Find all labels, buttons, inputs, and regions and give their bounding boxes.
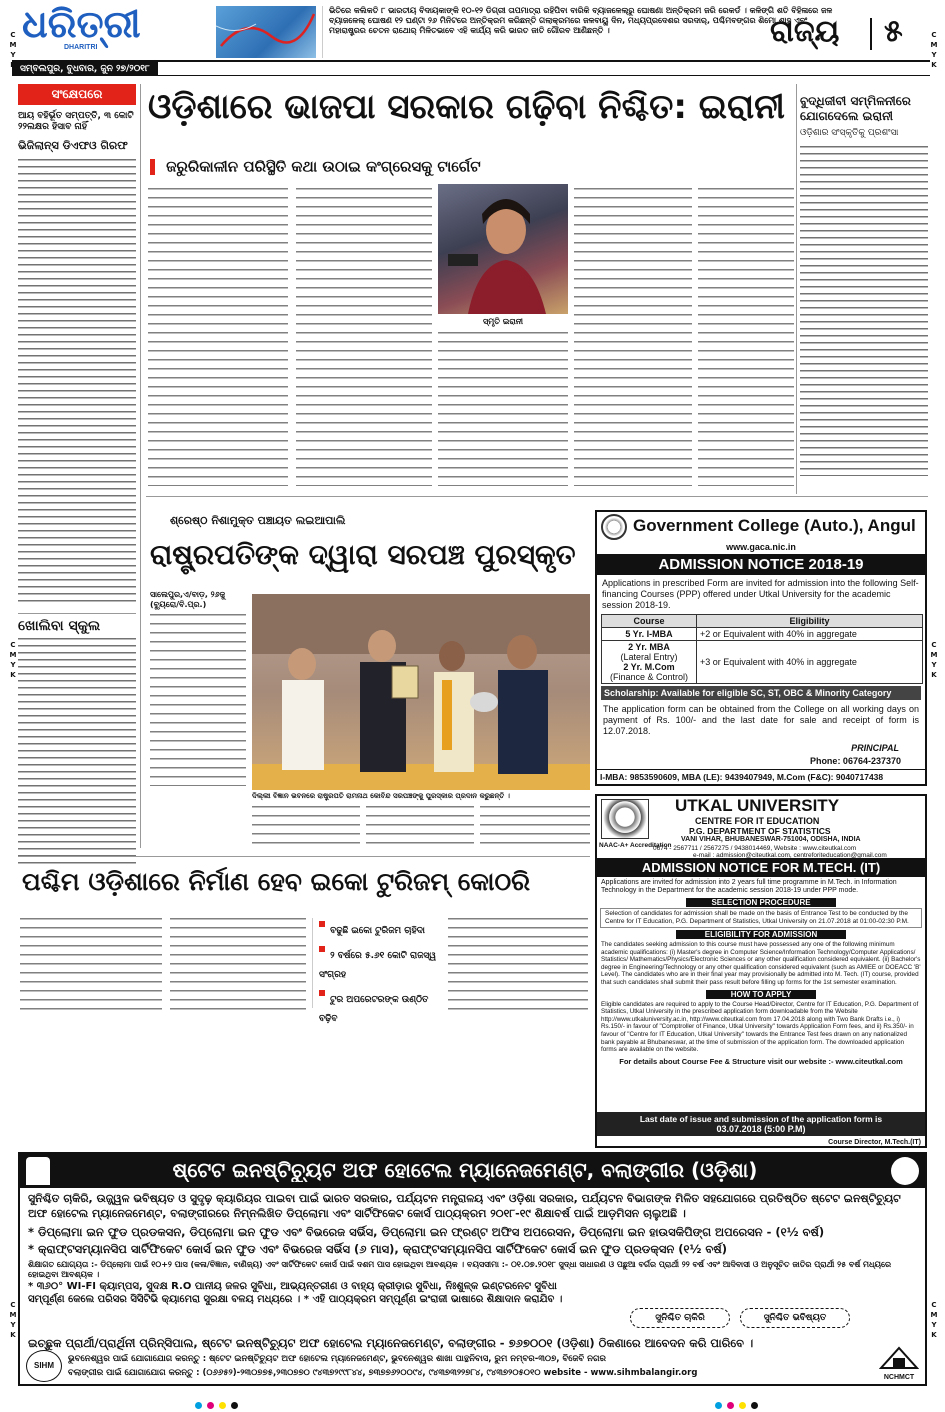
utkal-naac: NAAC-A+ Accreditation	[599, 842, 672, 849]
gca-elig-2: +3 or Equivalent with 40% in aggregate	[697, 641, 923, 684]
gca-notice: ADMISSION NOTICE 2018-19	[597, 554, 925, 575]
lead-body-col3	[438, 332, 568, 486]
nchmct-text: NCHMCT	[883, 1374, 915, 1381]
highlight-3-marker	[319, 990, 325, 996]
story3-headline: ପଶ୍ଚିମ ଓଡ଼ିଶାରେ ନିର୍ମାଣ ହେବ ଇକୋ ଟୁରିଜମ୍ କୋଠରି	[22, 867, 531, 896]
hotel-course-1: * ଡିପ୍ଲୋମା ଇନ ଫୁଡ ପ୍ରଡକସନ, ଡିପ୍ଲୋମା ଇନ ଫୁଡ ଏବଂ ବିଭରେଜ ସର୍ଭିସ, ଡିପ୍ଲୋମା ଇନ ଫ୍ରଣ୍ଟ ଅଫିସ ଅପରେସନ, ଡିପ୍ଲୋମା ଇନ ହାଉସକିପିଙ୍ଗ ଅପରେସନ - (୧½ ବର୍ଷ)	[28, 1225, 825, 1239]
story2-photo	[252, 594, 590, 790]
utkal-sign: Course Director, M.Tech.(IT)	[828, 1139, 921, 1146]
logo-sub: DHARITRI	[64, 44, 98, 51]
map-graphic	[216, 6, 316, 58]
divider-h2	[18, 856, 590, 857]
gca-course-table	[601, 614, 923, 684]
lead-subhead	[150, 156, 610, 178]
subhead-marker	[150, 159, 155, 175]
award-photo-graphic	[252, 594, 590, 790]
gca-sign: PRINCIPAL	[851, 743, 899, 753]
brief-label: ସଂକ୍ଷେପରେ	[18, 84, 136, 105]
hotel-contact-1: ଇଚ୍ଛୁକ ପ୍ରାର୍ଥୀ/ପ୍ରାର୍ଥିନୀ ପ୍ରିନ୍ସିପାଲ, ଷ୍ଟେଟ ଇନଷ୍ଟିଚ୍ୟୁଟ ଅଫ ହୋଟେଲ ମ୍ୟାନେଜମେଣ୍ଟ, ବଲାଙ୍ଗୀର - ୭୬୭୦୦୧ (ଓଡ଼ିଶା) ଠିକଣାରେ ଆବେଦନ କରି ପାରିବେ ।	[28, 1336, 754, 1350]
highlight-3	[319, 987, 438, 1025]
registration-mark-right-bot: C M Y K	[930, 1301, 938, 1339]
hotel-title: ଷ୍ଟେଟ ଇନଷ୍ଟିଚ୍ୟୁଟ ଅଫ ହୋଟେଲ ମ୍ୟାନେଜମେଣ୍ଟ, ବଲାଙ୍ଗୀର (ଓଡ଼ିଶା)	[172, 1158, 758, 1182]
utkal-sel-body: Selection of candidates for admission shall be made on the basis of Entrance Test to be conducted by the Centre for IT Education, P.G. Department of Statistics, Utkal University on 21.07.2018 at 01:00-02:30 P.M.	[600, 908, 922, 928]
utkal-elig-head: ELIGIBILITY FOR ADMISSION	[676, 930, 846, 939]
gca-table-header	[602, 615, 923, 628]
lead-body-col5	[698, 188, 794, 486]
registration-mark-left-bot: C M Y K	[9, 1301, 17, 1339]
utkal-email: e-mail : admission@citeutkal.com, centreforiteducation@gmail.com	[693, 852, 887, 859]
dateline-bar	[12, 60, 930, 76]
brief-item2-body	[18, 638, 136, 864]
ad-gca	[595, 510, 927, 786]
hotel-badge-2: ସୁନିଶ୍ଚିତ ଭବିଷ୍ୟତ	[740, 1308, 850, 1328]
gca-intro: Applications in prescribed Form are invited for admission into the following Self-financing Courses (PPP) offered under Utkal University for the academic session 2018-19.	[602, 578, 919, 610]
utkal-name: UTKAL UNIVERSITY	[675, 796, 840, 815]
hotel-course-2: * କ୍ରାଫ୍ଟସମ୍ୟାନସିପ ସାର୍ଟିଫିକେଟ କୋର୍ସ ଇନ ଫୁଡ ଏବଂ ବିଭରେଜ ସର୍ଭିସ (୬ ମାସ), କ୍ରାଫ୍ଟସମ୍ୟାନସିପ ସାର୍ଟିଫିକେଟ କୋର୍ସ ଇନ ଫୁଡ ପ୍ରଡକ୍ସନ (୧½ ବର୍ଷ)	[28, 1242, 727, 1256]
story3-body-col2	[170, 918, 306, 1010]
hotel-eligibility: ଶିକ୍ଷାଗତ ଯୋଗ୍ୟତା :- ଡିପ୍ଲୋମା ପାଇଁ ୧୦+୨ ପାସ (କଳା/ବିଜ୍ଞାନ, ବାଣିଜ୍ୟ) ଏବଂ ସାର୍ଟିଫିକେଟ କୋର୍ସ ପାଇଁ ଦଶମ ପାସ ହୋଇଥିବା ଆବଶ୍ୟକ । ବୟସସୀମା :- ୦୧.୦୭.୨୦୧୮ ସୁଦ୍ଧା ସାଧାରଣ ଓ ପଛୁଆ ବର୍ଗର ପ୍ରାର୍ଥୀ ୨୨ ବର୍ଷ ଏବଂ ଆଦିବାସୀ ଓ ଅନୁସୂଚିତ ଜାତିର ପ୍ରାର୍ଥୀ ୨୫ ବର୍ଷ ମଧ୍ୟରେ ହୋଇଥିବା ଆବଶ୍ୟକ ।	[28, 1260, 892, 1279]
story2-body-col3	[366, 806, 474, 848]
gca-th-course: Course	[602, 615, 697, 628]
section-divider	[870, 18, 872, 50]
utkal-centre: CENTRE FOR IT EDUCATION	[695, 816, 820, 826]
hotel-contact-2: ଭୁବନେଶ୍ୱର ପାଇଁ ଯୋଗାଯୋଗ କରନ୍ତୁ : ଷ୍ଟେଟ ଇନଷ୍ଟିଚ୍ୟୁଟ ଅଫ ହୋଟେଲ ମ୍ୟାନେଜମେଣ୍ଟ, ଭୁବନେଶ୍ୱର ଶାଖା ପାନ୍ଥନିବାସ, ରୁମ ନମ୍ବର-୩୦୭, ବିଜେବି ନଗର	[68, 1354, 606, 1364]
gca-scholarship: Scholarship: Available for eligible SC, ST, OBC & Minority Category	[601, 686, 921, 700]
utkal-address: VANI VIHAR, BHUBANESWAR-751004, ODISHA, INDIA	[681, 836, 861, 843]
utkal-contact: 0674 - 2567711 / 2567275 / 9438014469, Website : www.citeutkal.com	[653, 845, 857, 852]
portrait-graphic	[438, 184, 568, 314]
sihm-logo-text: SIHM	[34, 1361, 54, 1370]
utkal-sel-head: SELECTION PROCEDURE	[686, 898, 836, 907]
gca-course-3-note: (Finance & Control)	[609, 672, 689, 682]
gca-elig-1: +2 or Equivalent with 40% in aggregate	[697, 628, 923, 641]
lead-body-col2	[296, 188, 432, 486]
gca-course-1: 5 Yr. I-MBA	[602, 628, 697, 641]
color-bar-bottom-left	[195, 1394, 238, 1412]
section-label	[760, 14, 920, 54]
registration-mark-right-top: C M Y K	[930, 31, 938, 69]
section-title: ରାଜ୍ୟ	[770, 14, 840, 49]
masthead-map	[216, 6, 316, 58]
utkal-fee-line: For details about Course Fee & Structure visit our website :- www.citeutkal.com	[619, 1056, 903, 1066]
gca-row-1	[602, 628, 923, 641]
ad-utkal	[595, 794, 927, 1148]
story3-highlights	[312, 918, 438, 1024]
registration-mark-right-mid: C M Y K	[930, 641, 938, 679]
story2-headline: ରାଷ୍ଟ୍ରପତିଙ୍କ ଦ୍ୱାରା ସରପଞ୍ଚ ପୁରସ୍କୃତ	[150, 538, 576, 571]
gca-body: The application form can be obtained from the College on all working days on payment of Rs. 100/- and the last date for sale and receipt of form is 12.07.2018.	[603, 704, 919, 736]
column-rule-left	[140, 84, 141, 848]
utkal-apply-body: Eligible candidates are required to apply to the Course Head/Director, Centre for IT Education, P.G. Department of Statistics, Utkal University in the prescribed application form downloadable from the Website http://www.utkaluniversity.ac.in, http://www.citeutkal.com from 17.04.2018 along with Two Bank Drafts i.e., i) Rs.150/- in favour of "Comptroller of Finance, Utkal University" towards Application Form fees, and ii) Rs.350/- in favour of "Centre for IT Education, Utkal University" towards the Entrance Test fees drawn on any nationalized bank payable at Bhubaneswar, at the time of submission of the application form. The downloaded application forms are available on the website.	[601, 1000, 919, 1054]
highlight-1-text: ବଢୁଛି ଇକୋ ଟୁରିଜମ ଚାହିଦା	[330, 926, 425, 936]
story2-body-col2	[252, 806, 360, 848]
utkal-apply-head: HOW TO APPLY	[706, 990, 816, 999]
dateline-text: ସମ୍ବଲପୁର, ବୁଧବାର, ଜୁନ ୨୭/୨୦୧୮	[12, 62, 158, 75]
highlight-2	[319, 943, 438, 981]
story3-body-col3	[448, 918, 588, 1010]
utkal-emblem-icon	[601, 799, 649, 839]
brief-item1-sub: ଭିଜିଲାନ୍ସ ଡିଏଫଓ ଗିରଫ	[18, 139, 128, 152]
gca-course-3-name: 2 Yr. M.Com	[623, 662, 675, 672]
lead-photo	[438, 184, 568, 314]
utkal-elig-body: The candidates seeking admission to this course must have possessed any one of the following minimum academic qualifications: (i) Master's degree in Computer Science/Information Technology/Computer Applications/ Statistics/ Mathematics/Physics/Electronic Sciences or any other qualification considered equivalent. (ii) Bachelor's degree in Engineering/Technology or any other qualification considered equivalent (such as AMIEE or DOEACC 'B' Level). The candidates who are in their final year may provisionally be admitted into M. Tech. (IT) course, provided that such candidates shall submit their pass result before filling up forms for the 1st semester examination.	[601, 941, 921, 986]
utkal-notice: ADMISSION NOTICE FOR M.TECH. (IT)	[597, 858, 925, 877]
gca-emblem-icon	[601, 514, 627, 540]
story2-kicker: ଶ୍ରେଷ୍ଠ ନିଶାମୁକ୍ତ ପଞ୍ଚାୟତ ଲଇଆପାଲି	[170, 514, 346, 527]
gca-contacts: I-MBA: 9853590609, MBA (LE): 9439407949, M.Com (F&C): 9040717438	[597, 769, 925, 784]
story2-photo-caption: ଦିଲ୍ଲୀ ବିଜ୍ଞାନ ଭବନରେ ରାଷ୍ଟ୍ରପତି ରାମନାଥ କୋବିନ୍ଦ ସରପଞ୍ଚଙ୍କୁ ପୁରସ୍କାର ପ୍ରଦାନ କରୁଛନ୍ତି ।	[252, 792, 510, 800]
gca-header	[597, 512, 925, 542]
page-number: ୫	[884, 14, 903, 49]
nchmct-graphic	[879, 1346, 919, 1370]
utkal-dept: P.G. DEPARTMENT OF STATISTICS	[689, 826, 831, 836]
gca-college: Government College (Auto.), Angul	[633, 516, 916, 535]
sihm-logo	[26, 1350, 62, 1382]
hotel-badge-1: ସୁନିଶ୍ଚିତ ଚାକିରି	[630, 1308, 730, 1328]
gca-th-elig: Eligibility	[697, 615, 923, 628]
utkal-last-date: Last date of issue and submission of the application form is	[639, 1114, 883, 1124]
side-story	[800, 94, 928, 494]
brief-column	[18, 84, 136, 848]
lead-body-col1	[148, 188, 288, 486]
lead-headline: ଓଡ଼ିଶାରେ ଭାଜପା ସରକାର ଗଢ଼ିବା ନିଶ୍ଚିତ: ଇରାନୀ	[148, 87, 785, 127]
brief-item1-body	[18, 159, 136, 607]
story3-body-col1	[20, 918, 162, 1010]
highlight-2-text: ୨ ବର୍ଷରେ ୫.୬୧ କୋଟି ରାଜସ୍ୱ ସଂଗ୍ରହ	[319, 951, 437, 980]
story2-dateline: ସାଲେପୁର,ଏ/ବାଡ଼, ୨୬ଜୁ (ବ୍ୟୁରୋ/ବି.ପ୍ର.)	[150, 590, 226, 609]
highlight-1-marker	[319, 921, 325, 927]
hotel-intro: ସୁନିଶ୍ଚିତ ଚାକିରି, ଉଜ୍ଜ୍ୱଳ ଭବିଷ୍ୟତ ଓ ସୁଦୃଢ଼ କ୍ୟାରିୟର ପାଇବା ପାଇଁ ଭାରତ ସରକାର, ପର୍ଯ୍ୟଟନ ମନ୍ତ୍ରାଳୟ ଏବଂ ଓଡ଼ିଶା ସରକାର, ପର୍ଯ୍ୟଟନ ବିଭାଗଙ୍କ ମିଳିତ ସହଯୋଗରେ ପ୍ରତିଷ୍ଠିତ ଷ୍ଟେଟ ଇନଷ୍ଟିଚ୍ୟୁଟ ଅଫ ହୋଟେଲ ମ୍ୟାନେଜମେଣ୍ଟ, ବଲାଙ୍ଗୀରରେ ନିମ୍ନଲିଖିତ ଡିପ୍ଲୋମା ଏବଂ ସାର୍ଟିଫିକେଟ କୋର୍ସ ପାଠ୍ୟକ୍ରମ ୨୦୧୮-୧୯ ଶିକ୍ଷାବର୍ଷ ପାଇଁ ଆଡ଼ମିସନ ଚାଲୁଅଛି ।	[28, 1192, 901, 1220]
highlight-1	[319, 918, 438, 937]
ashoka-emblem-icon	[26, 1157, 50, 1185]
utkal-intro: Applications are invited for admission into 2 years full time programme in M.Tech. in Information Technology in the Department for the academic session 2018-19 under PPP mode.	[601, 879, 897, 894]
gca-phone: Phone: 06764-237370	[809, 756, 901, 766]
side-headline: ବୁଦ୍ଧିଜୀବୀ ସମ୍ମିଳନୀରେ ଯୋଗଦେଲେ ଇରାନୀ	[800, 94, 911, 123]
side-subhead: ଓଡ଼ିଶାର ସଂସ୍କୃତିକୁ ପ୍ରଶଂସା	[800, 128, 899, 138]
ad-hotel	[18, 1152, 927, 1386]
subhead-text: ଜରୁରିକାଳୀନ ପରିସ୍ଥିତି କଥା ଉଠାଇ କଂଗ୍ରେସକୁ ଟାର୍ଗେଟ	[166, 157, 481, 176]
gca-row-2	[602, 641, 923, 684]
color-bar-bottom-right	[715, 1394, 758, 1412]
lead-photo-caption: ସ୍ମୃତି ଇରାନୀ	[483, 317, 523, 326]
brief-item2-title: ଖୋଲିବା ସ୍କୁଲ	[18, 613, 136, 634]
lead-body-col4	[574, 188, 692, 486]
utkal-last-date-value: 03.07.2018 (5:00 P.M)	[716, 1124, 806, 1134]
ticker-text: ଭିତିରେ କଲିକତି ୮ ଭାରତୀୟ ବିଦାୟକାଙ୍କି ୧୦-୧୨ ଡିଗ୍ରୀ ତାପମାତ୍ରା ରହିପିବା ବାରିକି ବ୍ୟାଜଳେଲ୍‌ରୁ ଘୋଷଣା ଅନ୍ତିକ୍ରମ ଜରି ରେକର୍ଡ । କଳିଙ୍ଗି ଶତି ବିହିଳାରେ ଜଳ ବ୍ୟାଜଳେଲ୍‌ ଘୋଷଣ ୧୨ ଘଣ୍ଟା ୨୬ ମିନିଟରେ ଅନ୍ତିକ୍ରମ କରିଛନ୍ତି ଗଲାକ୍ରମରେ ଜଳବାୟୁ ଦିନ, ମଧ୍ୟପ୍ରଦେଶର ସରଦାର୍‌, ପଶ୍ଚିମବଙ୍ଗର ଶିମୋ ଶାହ ଏବଂ ମହାରାଷ୍ଟ୍ରର ଚେତନ ରାଥୋର୍‌ ମିଳିତଭାବେ ଏହି କାର୍ଯ୍ୟ କରି ଭାରତ ଜାତି ଗୌରବ ଆଣିଛନ୍ତି ।	[329, 6, 833, 35]
nchmct-logo	[879, 1346, 919, 1382]
side-body	[800, 146, 928, 476]
hotel-facility-2: ସମ୍ପୂର୍ଣ୍ଣ କେଲେ ପରିସର ସିସିଟିଭି କ୍ୟାମେରା ସୁରକ୍ଷା ବଳୟ ମଧ୍ୟରେ । * ଏହି ପାଠ୍ୟକ୍ରମ ସମ୍ପୂର୍ଣ୍ଣ ଇଂରାଜୀ ଭାଷାରେ ଶିକ୍ଷାଦାନ କରାଯିବ ।	[28, 1294, 563, 1305]
hotel-contact-3: ବଲାଙ୍ଗୀର ପାଇଁ ଯୋଗାଯୋଗ କରନ୍ତୁ : (୦୬୬୫୨)-୨୩୦୭୭୫,୨୩୦୭୭୦ ୯୪୩୭୨୯୯୮୪୪, ୭୩୭୭୬୨୦୦୯୪, ୯୪୩୭୩୨୨୭୮୪, ୯୪୩୭୨୦୫୦୧୦ website - www.sihmbalangir.org	[68, 1368, 698, 1378]
brief-item1-title: ଆୟ ବହିର୍ଭୂତ ସମ୍ପତ୍ତି, ୩ କୋଟି ୨୨ଲକ୍ଷର ହିସାବ ନାହିଁ	[18, 111, 134, 132]
utkal-header	[597, 796, 925, 858]
hotel-title-bar	[20, 1154, 925, 1188]
gca-course-2-note: (Lateral Entry)	[620, 652, 678, 662]
gca-course-2	[602, 641, 697, 684]
gca-course-2-name: 2 Yr. MBA	[628, 642, 670, 652]
highlight-3-text: ଟୁର ଅପରେଟରଙ୍କ ଉଣ୍ଠିତ ବଢ଼ିବ	[319, 995, 429, 1024]
logo-text: ଧରିତ୍ରୀ	[22, 2, 141, 46]
divider-h1	[146, 496, 928, 497]
story2-body-col1	[150, 614, 246, 786]
odisha-emblem-icon	[891, 1157, 919, 1185]
gca-website: www.gaca.nic.in	[726, 542, 796, 552]
registration-mark-left-mid: C M Y K	[9, 641, 17, 679]
highlight-2-marker	[319, 946, 325, 952]
registration-mark-left-top: C M Y	[9, 31, 17, 59]
column-rule-right	[796, 84, 797, 494]
story2-body-col4	[480, 806, 590, 848]
hotel-facility-1: * ୩୬୦° WI-FI କ୍ୟାମ୍ପସ, ସୁଦକ୍ଷ R.O ପାନୀୟ ଜଳର ସୁବିଧା, ଆଭ୍ୟନ୍ତରୀଣ ଓ ବାହ୍ୟ କ୍ରୀଡ଼ାର ସୁବିଧା, ନିଃଶୁଳ୍କ ଇଣ୍ଟରନେଟ ସୁବିଧା	[28, 1281, 557, 1292]
utkal-last-date-box	[597, 1112, 925, 1136]
masthead-logo	[22, 4, 212, 56]
